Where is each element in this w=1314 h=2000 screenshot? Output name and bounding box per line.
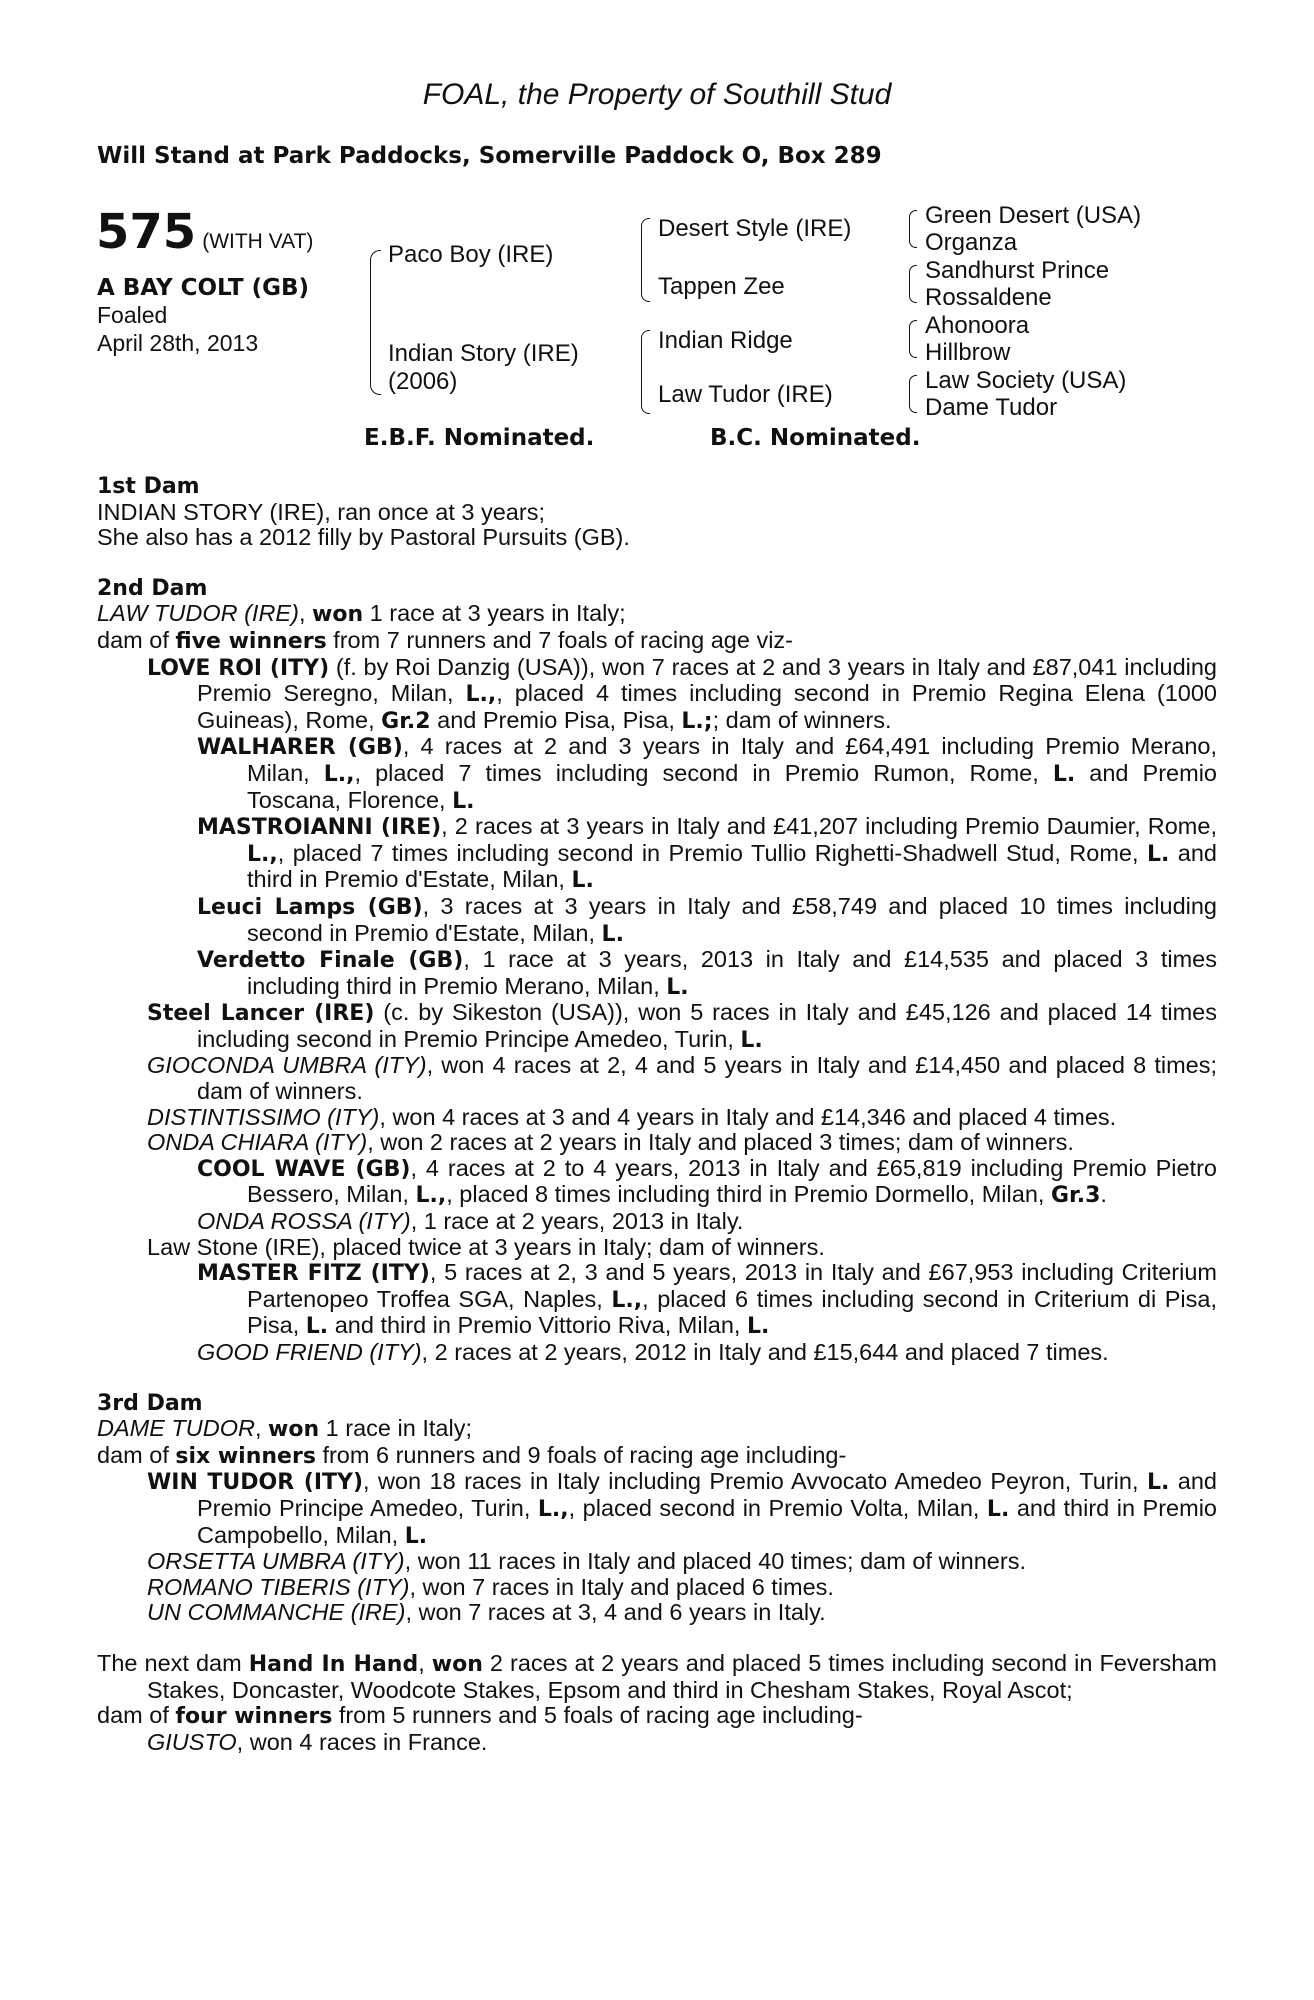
produce-win-tudor: WIN TUDOR (ITY), won 18 races in Italy including Premio Avvocato Amedeo Peyron, Turin, L. and Premio Principe Amedeo, Turin, L.,, placed second in Premio Volta, Milan, L. and third in Premio Campobello, Milan, L. <box>147 1468 1217 1549</box>
first-dam-line-2: She also has a 2012 filly by Pastoral Pursuits (GB). <box>97 524 630 551</box>
produce-cool-wave: COOL WAVE (GB), 4 races at 2 to 4 years, 2013 in Italy and £65,819 including Premio Pietro Bessero, Milan, L.,, placed 8 times including third in Premio Dormello, Milan, Gr.3. <box>197 1154 1217 1209</box>
produce-onda-rossa: ONDA ROSSA (ITY), 1 race at 2 years, 2013 in Italy. <box>197 1208 744 1235</box>
produce-onda-chiara: ONDA CHIARA (ITY), won 2 races at 2 years in Italy and placed 3 times; dam of winners. <box>147 1129 1074 1156</box>
second-dam-produce: dam of five winners from 7 runners and 7 foals of racing age viz- <box>97 626 793 654</box>
produce-un-commanche: UN COMMANCHE (IRE), won 7 races at 3, 4 and 6 years in Italy. <box>147 1599 826 1626</box>
pedigree-brace-gg3 <box>909 320 917 358</box>
third-dam-heading: 3rd Dam <box>97 1390 203 1416</box>
pedigree-brace-gg4 <box>909 375 917 413</box>
produce-giusto: GIUSTO, won 4 races in France. <box>147 1728 488 1755</box>
produce-gioconda-umbra: GIOCONDA UMBRA (ITY), won 4 races at 2, 4 and 5 years in Italy and £14,450 and placed 8 times; dam of winners. <box>147 1052 1217 1105</box>
pedigree-dam-sire: Indian Ridge <box>658 327 793 354</box>
dam-line-text <box>97 474 1217 1755</box>
produce-mastroianni: MASTROIANNI (IRE), 2 races at 3 years in Italy and £41,207 including Premio Daumier, Rome, L.,, placed 7 times including second in Premio Tullio Righetti-Shadwell Stud, Rome, L. and third in Premio d'Estate, Milan, L. <box>197 813 1217 894</box>
pedigree-ggp-5: Ahonoora <box>925 312 1030 339</box>
foaled-info <box>97 301 258 357</box>
produce-law-stone: Law Stone (IRE), placed twice at 3 years in Italy; dam of winners. <box>147 1233 825 1260</box>
pedigree-ggp-3: Sandhurst Prince <box>925 257 1110 284</box>
foaled-date: April 28th, 2013 <box>97 330 259 356</box>
second-dam-heading: 2nd Dam <box>97 575 208 601</box>
bc-nominated: B.C. Nominated. <box>710 425 921 451</box>
third-dam-produce: dam of six winners from 6 runners and 9 foals of racing age including- <box>97 1441 847 1469</box>
pedigree-dam: Indian Story (IRE) <box>388 340 579 367</box>
vat-label: (WITH VAT) <box>202 230 314 253</box>
foaled-label: Foaled <box>97 302 168 328</box>
produce-romano-tiberis: ROMANO TIBERIS (ITY), won 7 races in Italy and placed 6 times. <box>147 1573 834 1600</box>
produce-distintissimo: DISTINTISSIMO (ITY), won 4 races at 3 and 4 years in Italy and £14,346 and placed 4 times. <box>147 1103 1117 1130</box>
pedigree-ggp-6: Hillbrow <box>925 339 1011 366</box>
pedigree-ggp-8: Dame Tudor <box>925 394 1058 421</box>
first-dam-heading: 1st Dam <box>97 474 200 499</box>
ebf-nominated: E.B.F. Nominated. <box>364 425 595 451</box>
pedigree-sire: Paco Boy (IRE) <box>388 241 554 268</box>
produce-leuci-lamps: Leuci Lamps (GB), 3 races at 3 years in Italy and £58,749 and placed 10 times including second in Premio d'Estate, Milan, L. <box>197 892 1217 947</box>
produce-verdetto-finale: Verdetto Finale (GB), 1 race at 3 years, 2013 in Italy and £14,535 and placed 3 times including third in Premio Merano, Milan, L. <box>197 946 1217 1000</box>
produce-love-roi: LOVE ROI (ITY) (f. by Roi Danzig (USA)), won 7 races at 2 and 3 years in Italy and £87,041 including Premio Seregno, Milan, L.,, placed 4 times including second in Premio Regina Elena (1000 Guineas), Rome, Gr.2 and Premio Pisa, Pisa, L.;; dam of winners. <box>147 653 1217 734</box>
pedigree-sire-sire: Desert Style (IRE) <box>658 215 852 242</box>
next-dam-intro: The next dam Hand In Hand, won 2 races at 2 years and placed 5 times including second in Feversham Stakes, Doncaster, Woodcote Stakes, Epsom and third in Chesham Stakes, Royal Ascot; <box>97 1649 1217 1703</box>
pedigree-brace-gg2 <box>909 265 917 303</box>
page-title: FOAL, the Property of Southill Stud <box>422 78 892 111</box>
lot-description: A BAY COLT (GB) <box>97 275 310 301</box>
pedigree-ggp-4: Rossaldene <box>925 284 1052 311</box>
pedigree-dam-year: (2006) <box>388 368 458 395</box>
lot-number <box>96 206 313 268</box>
pedigree-ggp-1: Green Desert (USA) <box>925 202 1142 229</box>
stand-location: Will Stand at Park Paddocks, Somerville Paddock O, Box 289 <box>97 143 882 169</box>
pedigree-ggp-7: Law Society (USA) <box>925 367 1127 394</box>
produce-orsetta-umbra: ORSETTA UMBRA (ITY), won 11 races in Italy and placed 40 times; dam of winners. <box>147 1548 1026 1575</box>
produce-master-fitz: MASTER FITZ (ITY), 5 races at 2, 3 and 5 years, 2013 in Italy and £67,953 including Criterium Partenopeo Troffea SGA, Naples, L.,, placed 6 times including second in Criterium di Pisa, Pisa, L. and third in Premio Vittorio Riva, Milan, L. <box>197 1259 1217 1340</box>
next-dam-produce: dam of four winners from 5 runners and 5 foals of racing age including- <box>97 1702 863 1730</box>
produce-steel-lancer: Steel Lancer (IRE) (c. by Sikeston (USA)), won 5 races in Italy and £45,126 and placed 14 times including second in Premio Principe Amedeo, Turin, L. <box>147 999 1217 1053</box>
third-dam-intro: DAME TUDOR, won 1 race in Italy; <box>97 1415 472 1443</box>
pedigree-brace-main <box>370 250 381 395</box>
pedigree-sire-dam: Tappen Zee <box>658 273 785 300</box>
second-dam-intro: LAW TUDOR (IRE), won 1 race at 3 years in Italy; <box>97 600 626 628</box>
pedigree-brace-gg1 <box>909 210 917 248</box>
produce-good-friend: GOOD FRIEND (ITY), 2 races at 2 years, 2012 in Italy and £15,644 and placed 7 times. <box>197 1339 1109 1365</box>
lot-number-value: 575 <box>96 204 197 260</box>
pedigree-brace-dam <box>641 330 650 414</box>
pedigree-ggp-2: Organza <box>925 229 1018 256</box>
produce-walharer: WALHARER (GB), 4 races at 2 and 3 years in Italy and £64,491 including Premio Merano, Milan, L.,, placed 7 times including second in Premio Rumon, Rome, L. and Premio Toscana, Florence, L. <box>197 733 1217 814</box>
first-dam-line-1: INDIAN STORY (IRE), ran once at 3 years; <box>97 498 545 525</box>
pedigree-dam-dam: Law Tudor (IRE) <box>658 381 833 408</box>
pedigree-brace-sire <box>641 218 650 302</box>
